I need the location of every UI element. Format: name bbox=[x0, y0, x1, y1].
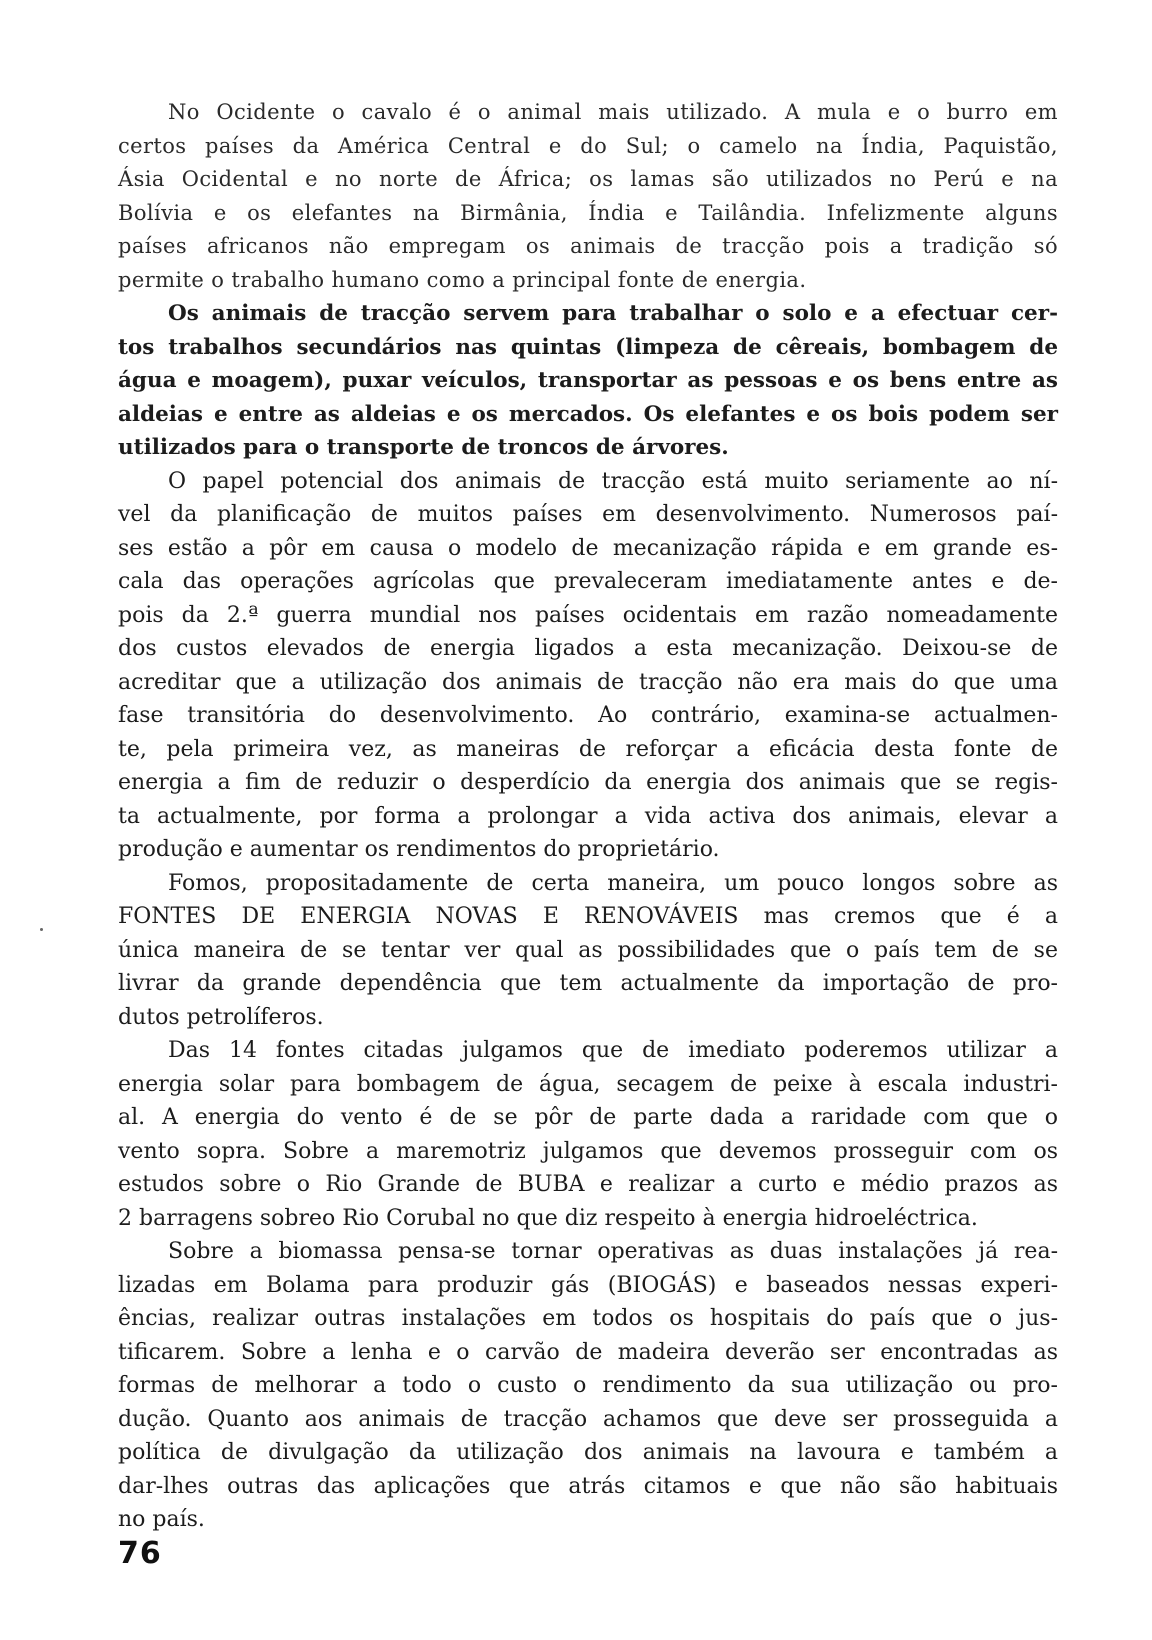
body-text bbox=[118, 96, 1058, 1537]
text-line: aldeias e entre as aldeias e os mercados. Os elefantes e os bois podem ser bbox=[118, 401, 1058, 427]
text-line: política de divulgação da utilização dos animais na lavoura e também a bbox=[118, 1440, 1058, 1465]
paragraph-p5 bbox=[118, 1034, 1058, 1235]
paragraph-p1 bbox=[118, 96, 1058, 297]
text-line: Os animais de tracção servem para trabalhar o solo e a efectuar cer- bbox=[168, 301, 1058, 326]
paragraph-p2 bbox=[118, 297, 1058, 465]
text-line: lizadas em Bolama para produzir gás (BIOGÁS) e baseados nessas experi- bbox=[118, 1272, 1058, 1298]
text-line: energia solar para bombagem de água, secagem de peixe à escala industri- bbox=[118, 1071, 1058, 1097]
paragraph-p4 bbox=[118, 867, 1058, 1035]
scan-speck bbox=[40, 928, 43, 931]
text-line: utilizados para o transporte de troncos de árvores. bbox=[118, 435, 729, 460]
text-line: FONTES DE ENERGIA NOVAS E RENOVÁVEIS mas cremos que é a bbox=[118, 904, 1058, 929]
text-line: Ásia Ocidental e no norte de África; os lamas são utilizados no Perú e na bbox=[118, 167, 1058, 191]
text-line: única maneira de se tentar ver qual as possibilidades que o país tem de se bbox=[118, 937, 1058, 963]
text-line: acreditar que a utilização dos animais de tracção não era mais do que uma bbox=[118, 669, 1058, 695]
text-line: países africanos não empregam os animais de tracção pois a tradição só bbox=[118, 234, 1058, 258]
text-line: produção e aumentar os rendimentos do proprietário. bbox=[118, 837, 720, 862]
text-line: dução. Quanto aos animais de tracção achamos que deve ser prosseguida a bbox=[118, 1406, 1058, 1432]
text-line: água e moagem), puxar veículos, transportar as pessoas e os bens entre as bbox=[118, 368, 1058, 393]
text-line: pois da 2.ª guerra mundial nos países ocidentais em razão nomeadamente bbox=[118, 602, 1058, 628]
text-line: cala das operações agrícolas que prevaleceram imediatamente antes e de- bbox=[118, 569, 1058, 594]
paragraph-p3 bbox=[118, 465, 1058, 867]
text-line: al. A energia do vento é de se pôr de parte dada a raridade com que o bbox=[118, 1105, 1058, 1130]
text-line: Das 14 fontes citadas julgamos que de imediato poderemos utilizar a bbox=[168, 1038, 1058, 1063]
text-line: dutos petrolíferos. bbox=[118, 1004, 324, 1030]
text-line: Bolívia e os elefantes na Birmânia, Índia e Tailândia. Infelizmente alguns bbox=[118, 200, 1058, 225]
text-line: dos custos elevados de energia ligados a esta mecanização. Deixou-se de bbox=[118, 636, 1058, 661]
text-line: permite o trabalho humano como a principal fonte de energia. bbox=[118, 267, 807, 292]
text-line: no país. bbox=[118, 1507, 205, 1532]
text-line: O papel potencial dos animais de tracção está muito seriamente ao ní- bbox=[168, 468, 1058, 494]
text-line: dar-lhes outras das aplicações que atrás citamos e que não são habituais bbox=[118, 1473, 1058, 1499]
text-line: Sobre a biomassa pensa-se tornar operativas as duas instalações já rea- bbox=[168, 1239, 1058, 1264]
text-line: 2 barragens sobreo Rio Corubal no que diz respeito à energia hidroeléctrica. bbox=[118, 1205, 978, 1231]
text-line: certos países da América Central e do Sul; o camelo na Índia, Paquistão, bbox=[118, 133, 1058, 158]
text-line: fase transitória do desenvolvimento. Ao contrário, examina-se actualmen- bbox=[118, 703, 1058, 728]
text-line: estudos sobre o Rio Grande de BUBA e realizar a curto e médio prazos as bbox=[118, 1172, 1058, 1197]
page-number: 76 bbox=[118, 1536, 162, 1571]
text-line: vento sopra. Sobre a maremotriz julgamos que devemos prosseguir com os bbox=[118, 1138, 1058, 1164]
text-line: No Ocidente o cavalo é o animal mais utilizado. A mula e o burro em bbox=[168, 100, 1058, 124]
text-line: energia a fim de reduzir o desperdício da energia dos animais que se regis- bbox=[118, 770, 1058, 795]
text-line: tificarem. Sobre a lenha e o carvão de madeira deverão ser encontradas as bbox=[118, 1339, 1058, 1365]
text-line: formas de melhorar a todo o custo o rendimento da sua utilização ou pro- bbox=[118, 1373, 1058, 1398]
paragraph-p6 bbox=[118, 1235, 1058, 1537]
text-line: ta actualmente, por forma a prolongar a vida activa dos animais, elevar a bbox=[118, 803, 1058, 829]
text-line: tos trabalhos secundários nas quintas (limpeza de cêreais, bombagem de bbox=[118, 334, 1058, 360]
text-line: vel da planificação de muitos países em desenvolvimento. Numerosos paí- bbox=[118, 502, 1058, 527]
text-line: Fomos, propositadamente de certa maneira, um pouco longos sobre as bbox=[168, 870, 1058, 896]
text-line: livrar da grande dependência que tem actualmente da importação de pro- bbox=[118, 971, 1058, 996]
text-line: ses estão a pôr em causa o modelo de mecanização rápida e em grande es- bbox=[118, 535, 1058, 561]
text-line: ências, realizar outras instalações em todos os hospitais do país que o jus- bbox=[118, 1306, 1058, 1331]
text-line: te, pela primeira vez, as maneiras de reforçar a eficácia desta fonte de bbox=[118, 736, 1058, 762]
